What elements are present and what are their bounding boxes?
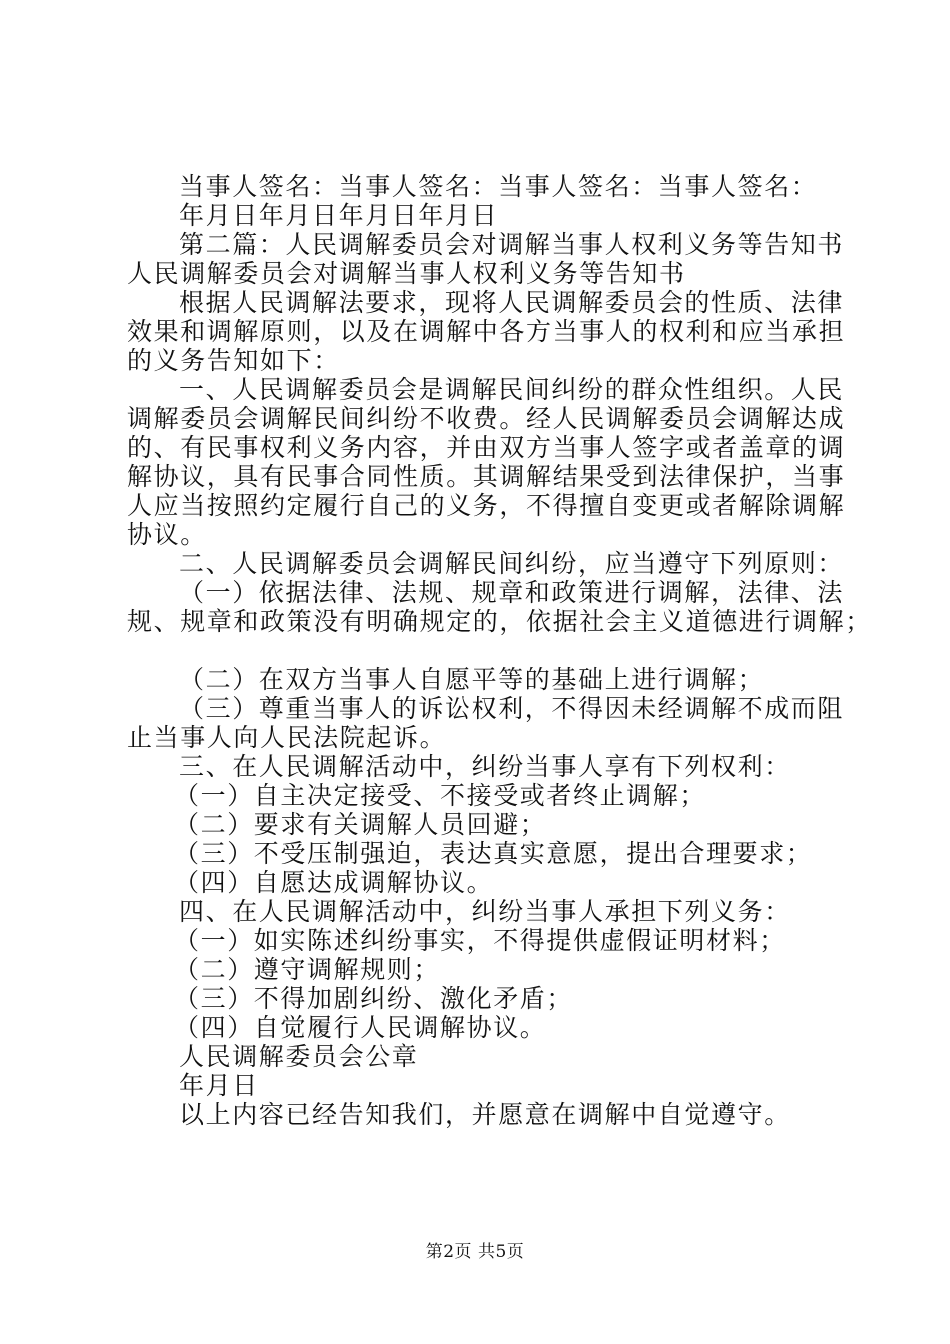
paragraph-line: 协议。 <box>127 520 207 549</box>
paragraph-line: 三、在人民调解活动中，纠纷当事人享有下列权利： <box>179 752 791 781</box>
list-item: （三）尊重当事人的诉讼权利，不得因未经调解不成而阻 <box>179 694 845 723</box>
list-item: （二）要求有关调解人员回避； <box>174 810 547 839</box>
acknowledgement-line: 以上内容已经告知我们，并愿意在调解中自觉遵守。 <box>179 1100 791 1129</box>
list-item: （二）遵守调解规则； <box>174 955 441 984</box>
date-line: 年月日年月日年月日年月日 <box>179 201 499 230</box>
list-item-continuation: 止当事人向人民法院起诉。 <box>127 723 447 752</box>
page-number: 第2页 共5页 <box>425 1242 525 1262</box>
section-heading: 第二篇：人民调解委员会对调解当事人权利义务等告知书 <box>179 230 845 259</box>
paragraph-line: 的、有民事权利义务内容，并由双方当事人签字或者盖章的调 <box>127 433 846 462</box>
paragraph-line: 一、人民调解委员会是调解民间纠纷的群众性组织。人民 <box>179 375 845 404</box>
paragraph-line: 人应当按照约定履行自己的义务，不得擅自变更或者解除调解 <box>127 491 846 520</box>
signature-line: 当事人签名：当事人签名：当事人签名：当事人签名： <box>179 172 818 201</box>
list-item: （一）自主决定接受、不接受或者终止调解； <box>174 781 707 810</box>
list-item: （一）如实陈述纠纷事实，不得提供虚假证明材料； <box>174 926 786 955</box>
list-item: （三）不受压制强迫，表达真实意愿，提出合理要求； <box>174 839 813 868</box>
seal-line: 人民调解委员会公章 <box>179 1042 419 1071</box>
paragraph-line: 的义务告知如下： <box>127 346 340 375</box>
paragraph-line: 调解委员会调解民间纠纷不收费。经人民调解委员会调解达成 <box>127 404 846 433</box>
list-item: （四）自觉履行人民调解协议。 <box>174 1013 547 1042</box>
paragraph-line: 解协议，具有民事合同性质。其调解结果受到法律保护，当事 <box>127 462 846 491</box>
blank-line <box>127 636 847 665</box>
date-line: 年月日 <box>179 1071 259 1100</box>
list-item: （一）依据法律、法规、规章和政策进行调解，法律、法 <box>179 578 845 607</box>
document-title: 人民调解委员会对调解当事人权利义务等告知书 <box>127 259 686 288</box>
list-item: （三）不得加剧纠纷、激化矛盾； <box>174 984 574 1013</box>
list-item: （二）在双方当事人自愿平等的基础上进行调解； <box>179 665 765 694</box>
paragraph-line: 根据人民调解法要求，现将人民调解委员会的性质、法律 <box>179 288 845 317</box>
paragraph-line: 四、在人民调解活动中，纠纷当事人承担下列义务： <box>179 897 791 926</box>
paragraph-line: 效果和调解原则，以及在调解中各方当事人的权利和应当承担 <box>127 317 846 346</box>
list-item: （四）自愿达成调解协议。 <box>174 868 494 897</box>
list-item-continuation: 规、规章和政策没有明确规定的，依据社会主义道德进行调解； <box>127 607 872 636</box>
paragraph-line: 二、人民调解委员会调解民间纠纷，应当遵守下列原则： <box>179 549 845 578</box>
document-body <box>127 172 872 1129</box>
